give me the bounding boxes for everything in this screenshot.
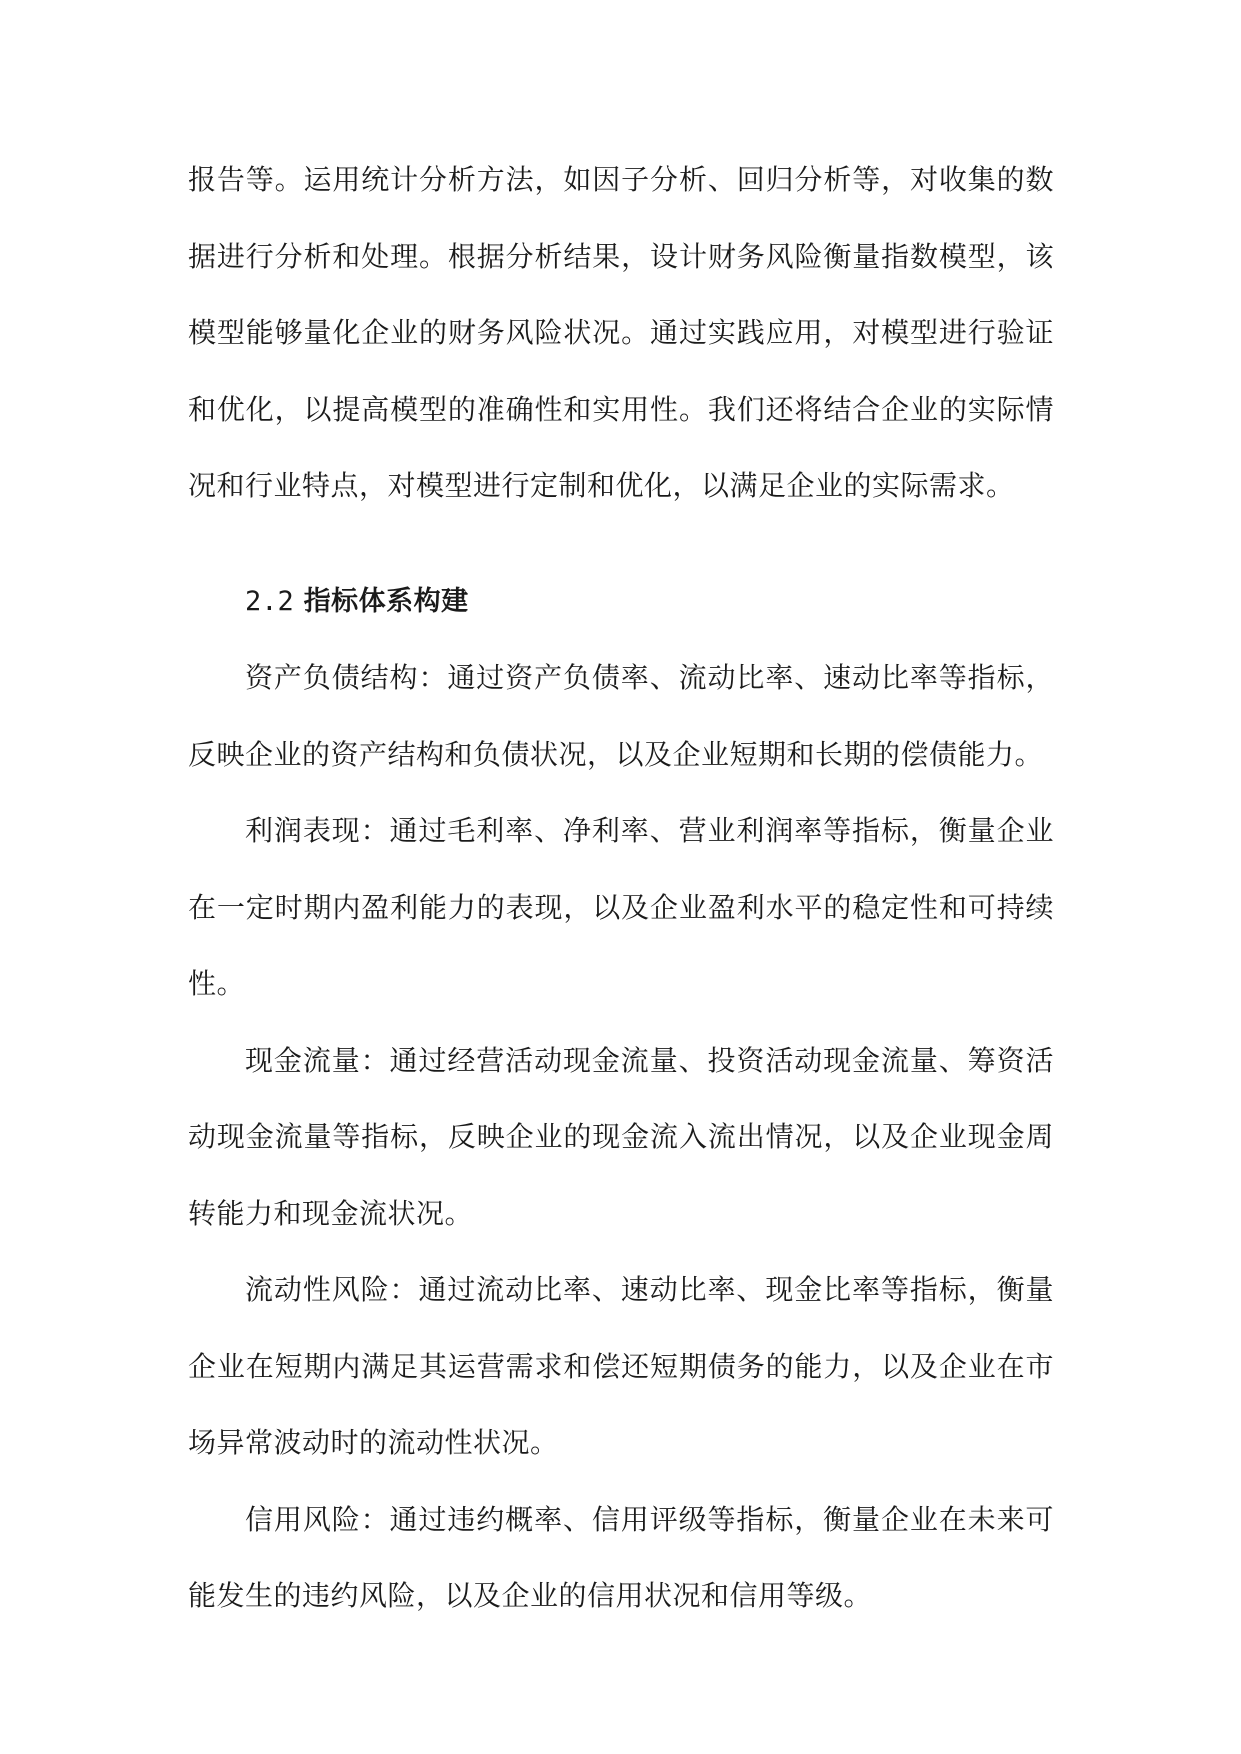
section-title: 指标体系构建 — [303, 585, 469, 617]
paragraph-asset-liability-structure: 资产负债结构：通过资产负债率、流动比率、速动比率等指标，反映企业的资产结构和负债状况，以及企业短期和长期的偿债能力。 — [188, 661, 1054, 771]
paragraph-liquidity-risk: 流动性风险：通过流动比率、速动比率、现金比率等指标，衡量企业在短期内满足其运营需求和偿还短期债务的能力，以及企业在市场异常波动时的流动性状况。 — [188, 1273, 1054, 1459]
paragraph-credit-risk: 信用风险：通过违约概率、信用评级等指标，衡量企业在未来可能发生的违约风险，以及企业的信用状况和信用等级。 — [188, 1502, 1054, 1612]
section-number: 2.2 — [245, 585, 294, 617]
intro-paragraph: 报告等。运用统计分析方法，如因子分析、回归分析等，对收集的数据进行分析和处理。根据分析结果，设计财务风险衡量指数模型，该模型能够量化企业的财务风险状况。通过实践应用，对模型进行验证和优化，以提高模型的准确性和实用性。我们还将结合企业的实际情况和行业特点，对模型进行定制和优化，以满足企业的实际需求。 — [188, 163, 1054, 502]
section-heading — [188, 564, 1054, 641]
document-body — [188, 142, 1054, 1635]
paragraph-cash-flow: 现金流量：通过经营活动现金流量、投资活动现金流量、筹资活动现金流量等指标，反映企业的现金流入流出情况，以及企业现金周转能力和现金流状况。 — [188, 1043, 1054, 1230]
paragraph-profit-performance: 利润表现：通过毛利率、净利率、营业利润率等指标，衡量企业在一定时期内盈利能力的表现，以及企业盈利水平的稳定性和可持续性。 — [188, 814, 1054, 1000]
